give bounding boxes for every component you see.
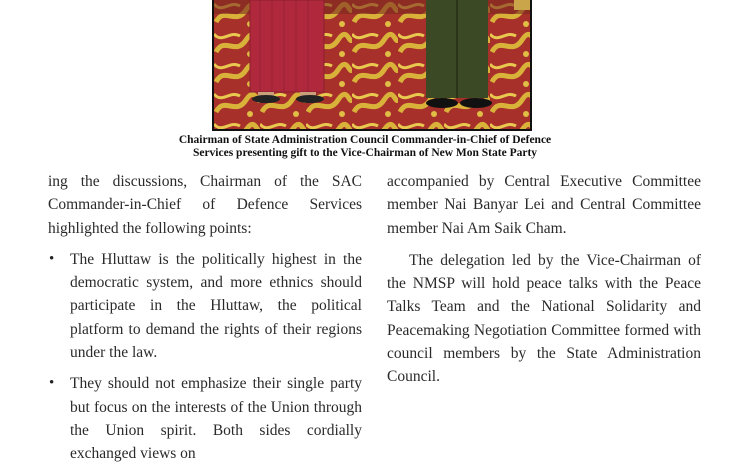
- list-item: • They should not emphasize their single party but focus on the interests of the Union through the Union spirit. Both sides cordially exchanged views on: [48, 372, 362, 465]
- caption-line-2: Services presenting gift to the Vice-Chairman of New Mon State Party: [192, 147, 538, 159]
- left-intro-paragraph: ing the discussions, Chairman of the SAC Commander-in-Chief of Defence Services highlighted the following points:: [48, 173, 362, 237]
- points-list: [48, 248, 362, 466]
- news-photo: [212, 0, 532, 131]
- caption-line-1: Chairman of State Administration Council Commander-in-Chief of Defence: [178, 134, 552, 146]
- right-column: [387, 170, 701, 389]
- left-column: [48, 170, 362, 474]
- list-item: • The Hluttaw is the politically highest in the democratic system, and more ethnics should participate in the Hluttaw, the political platform to demand the rights of their regions under the law.: [48, 248, 362, 364]
- photo-caption: [100, 134, 630, 160]
- right-paragraph-2: The delegation led by the Vice-Chairman of the NMSP will hold peace talks with the Peace Talks Team and the National Solidarity and Peacemaking Negotiation Committee formed with council members by the State Administration Council.: [387, 251, 701, 386]
- photo-illustration: [214, 0, 532, 131]
- right-paragraph-1: accompanied by Central Executive Committee member Nai Banyar Lei and Central Committee member Nai Am Saik Cham.: [387, 173, 701, 237]
